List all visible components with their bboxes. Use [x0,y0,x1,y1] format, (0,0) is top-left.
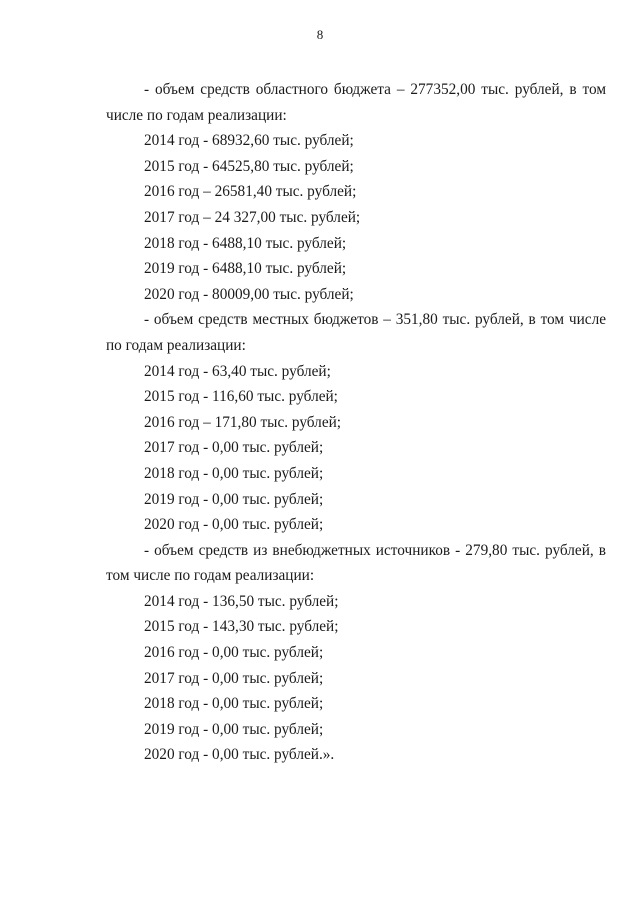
local-budgets-year-2017: 2017 год - 0,00 тыс. рублей; [144,439,324,457]
extrabudgetary-paragraph: - объем средств из внебюджетных источников - 279,80 тыс. рублей, в том числе по годам реализации: [106,541,606,585]
local-budgets-year-2018: 2018 год - 0,00 тыс. рублей; [144,464,324,482]
extrabudgetary-year-2019: 2019 год - 0,00 тыс. рублей; [144,720,324,738]
local-budgets-year-2014: 2014 год - 63,40 тыс. рублей; [144,362,331,380]
local-budgets-paragraph: - объем средств местных бюджетов – 351,80 тыс. рублей, в том числе по годам реализации: [106,311,606,354]
regional-budget-year-2020: 2020 год - 80009,00 тыс. рублей; [144,285,354,303]
regional-budget-year-2018: 2018 год - 6488,10 тыс. рублей; [144,234,347,252]
regional-budget-year-2017: 2017 год – 24 327,00 тыс. рублей; [144,208,361,226]
regional-budget-year-2015: 2015 год - 64525,80 тыс. рублей; [144,157,354,175]
regional-budget-year-2019: 2019 год - 6488,10 тыс. рублей; [144,260,347,278]
extrabudgetary-year-2018: 2018 год - 0,00 тыс. рублей; [144,695,324,713]
local-budgets-year-2019: 2019 год - 0,00 тыс. рублей; [144,490,324,508]
extrabudgetary-year-2020: 2020 год - 0,00 тыс. рублей.». [144,746,335,764]
local-budgets-year-2020: 2020 год - 0,00 тыс. рублей; [144,516,324,534]
local-budgets-year-2015: 2015 год - 116,60 тыс. рублей; [144,388,338,406]
extrabudgetary-year-2016: 2016 год - 0,00 тыс. рублей; [144,644,324,662]
regional-budget-paragraph: - объем средств областного бюджета – 277352,00 тыс. рублей, в том числе по годам реализации: [106,81,606,124]
page-number: 8 [316,27,324,42]
local-budgets-year-2016: 2016 год – 171,80 тыс. рублей; [144,413,342,431]
extrabudgetary-year-2015: 2015 год - 143,30 тыс. рублей; [144,618,339,636]
extrabudgetary-year-2017: 2017 год - 0,00 тыс. рублей; [144,669,324,687]
regional-budget-year-2014: 2014 год - 68932,60 тыс. рублей; [144,132,354,150]
document-body [106,77,606,768]
extrabudgetary-year-2014: 2014 год - 136,50 тыс. рублей; [144,592,339,610]
regional-budget-year-2016: 2016 год – 26581,40 тыс. рублей; [144,183,357,201]
